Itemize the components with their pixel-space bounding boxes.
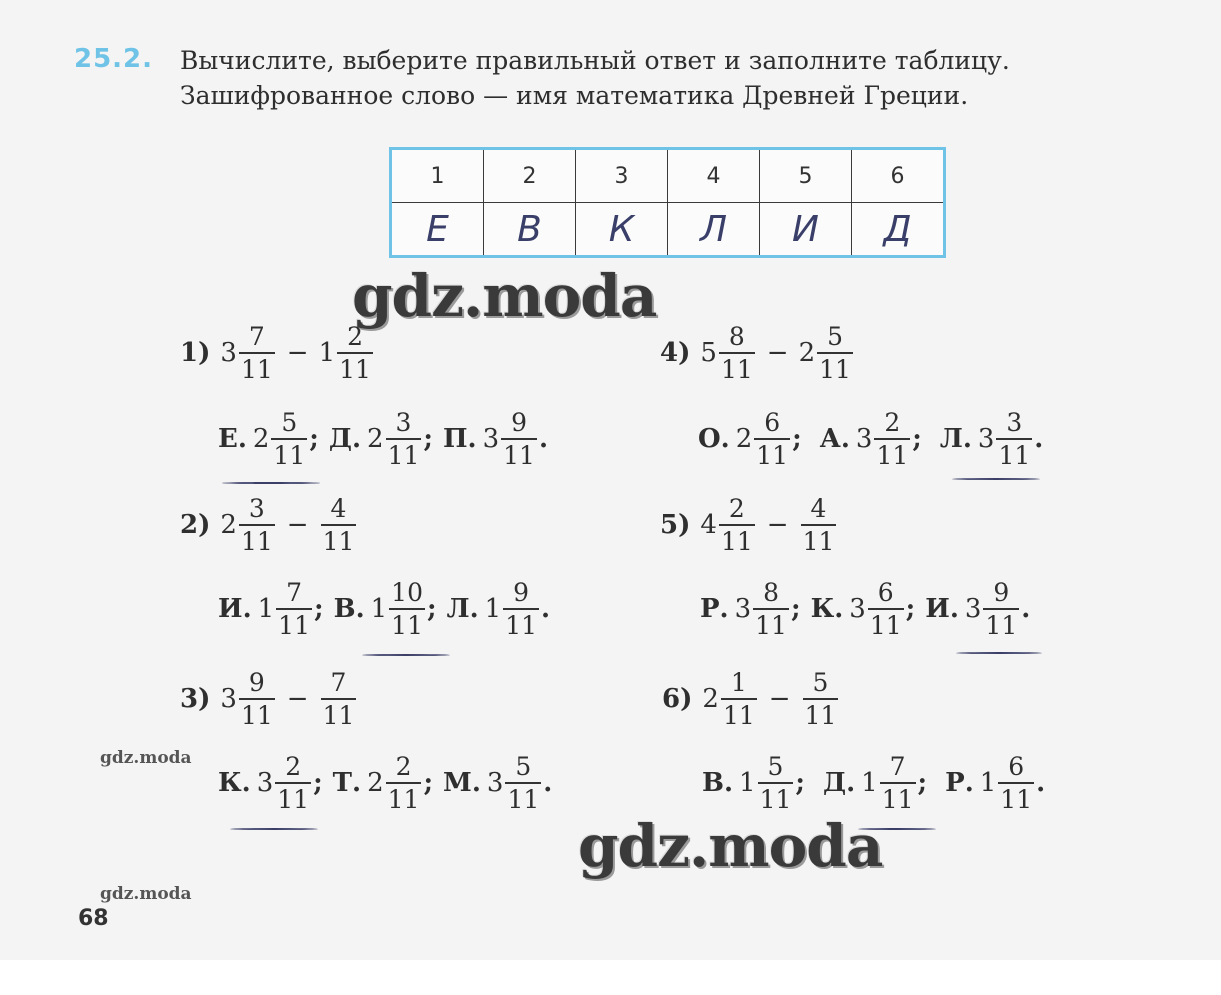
numerator: 8 [763, 578, 780, 607]
option-letter: Т. [332, 768, 362, 798]
problem-label: 6) [662, 684, 693, 714]
denominator: 11 [758, 782, 794, 812]
option-letter: П. [442, 424, 477, 454]
mixed-whole: 1 [370, 594, 388, 624]
mixed-whole: 3 [256, 768, 274, 798]
minus-operator: − [286, 684, 309, 714]
answer-table [389, 147, 946, 258]
mixed-whole: 2 [735, 424, 753, 454]
handwritten-answer-cell: Д [852, 203, 945, 257]
mixed-whole: 3 [220, 338, 237, 368]
option-letter: К. [218, 768, 251, 798]
mixed-whole: 3 [849, 594, 866, 624]
denominator: 11 [753, 608, 789, 638]
separator: ; [423, 768, 434, 798]
table-header-cell: 5 [760, 149, 852, 203]
numerator: 3 [1006, 408, 1023, 437]
mixed-whole: 1 [484, 594, 502, 624]
denominator: 11 [239, 698, 275, 728]
handwritten-underline [952, 478, 1040, 480]
mixed-whole: 1 [861, 768, 878, 798]
separator: ; [426, 594, 437, 624]
problem-2-expression [180, 496, 358, 554]
mixed-whole: 2 [220, 510, 237, 540]
separator: ; [790, 594, 801, 624]
denominator: 11 [386, 438, 422, 468]
problem-2-options [218, 580, 550, 638]
denominator: 11 [239, 352, 275, 382]
problem-5-options [700, 580, 1030, 638]
task-number: 25.2. [74, 44, 154, 74]
denominator: 11 [754, 438, 790, 468]
option-letter: В. [702, 768, 734, 798]
denominator: 11 [801, 524, 837, 554]
table-header-cell: 2 [484, 149, 576, 203]
numerator: 2 [728, 494, 745, 523]
fraction [239, 496, 275, 554]
mixed-whole: 2 [702, 684, 719, 714]
denominator: 11 [721, 698, 757, 728]
mixed-whole: 2 [252, 424, 270, 454]
fraction [753, 580, 789, 638]
separator: ; [917, 768, 928, 798]
numerator: 9 [993, 578, 1010, 607]
fraction [389, 580, 425, 638]
fraction [321, 670, 357, 728]
fraction [505, 754, 541, 812]
fraction [321, 496, 357, 554]
table-header-cell: 4 [668, 149, 760, 203]
numerator: 5 [281, 408, 298, 437]
separator: ; [309, 424, 319, 454]
mixed-whole: 1 [739, 768, 756, 798]
mixed-whole: 3 [855, 424, 873, 454]
numerator: 3 [395, 408, 412, 437]
minus-operator: − [766, 338, 789, 368]
page-number: 68 [78, 906, 109, 931]
separator: ; [905, 594, 916, 624]
numerator: 3 [248, 494, 265, 523]
fraction [503, 580, 539, 638]
separator: . [1036, 768, 1046, 798]
fraction [239, 324, 275, 382]
numerator: 4 [330, 494, 347, 523]
mixed-whole: 2 [367, 424, 384, 454]
problem-label: 4) [660, 338, 691, 368]
denominator: 11 [998, 782, 1034, 812]
fraction [983, 580, 1019, 638]
minus-operator: − [286, 338, 309, 368]
numerator: 2 [347, 322, 363, 351]
watermark-small: gdz.moda [100, 748, 192, 768]
watermark: gdz.moda [352, 262, 657, 330]
separator: ; [792, 424, 802, 454]
numerator: 5 [827, 322, 843, 351]
handwritten-answer-cell: И [760, 203, 852, 257]
denominator: 11 [983, 608, 1019, 638]
numerator: 5 [812, 668, 829, 697]
fraction [276, 580, 312, 638]
numerator: 7 [889, 752, 906, 781]
denominator: 11 [880, 782, 916, 812]
option-letter: О. [698, 424, 730, 454]
denominator: 11 [389, 608, 425, 638]
separator: ; [313, 768, 323, 798]
denominator: 11 [868, 608, 904, 638]
denominator: 11 [719, 352, 755, 382]
numerator: 2 [395, 752, 412, 781]
handwritten-underline [956, 652, 1042, 654]
mixed-whole: 3 [734, 594, 752, 624]
option-letter: А. [819, 424, 850, 454]
separator: . [543, 768, 553, 798]
problem-label: 2) [180, 510, 211, 540]
handwritten-underline [362, 654, 450, 656]
denominator: 11 [321, 698, 357, 728]
fraction [803, 670, 839, 728]
minus-operator: − [286, 510, 309, 540]
problem-label: 5) [660, 510, 691, 540]
mixed-whole: 5 [700, 338, 717, 368]
fraction [275, 754, 311, 812]
answer-table-answer-row [391, 203, 945, 257]
mixed-whole: 1 [257, 594, 275, 624]
answer-table-header-row [391, 149, 945, 203]
option-letter: Л. [446, 594, 479, 624]
mixed-whole: 3 [964, 594, 982, 624]
numerator: 2 [884, 408, 901, 437]
numerator: 10 [391, 578, 423, 607]
fraction [271, 410, 307, 468]
separator: . [1034, 424, 1044, 454]
bottom-margin [0, 960, 1221, 995]
fraction [996, 410, 1032, 468]
numerator: 1 [730, 668, 747, 697]
separator: ; [423, 424, 433, 454]
mixed-whole: 4 [700, 510, 717, 540]
fraction [719, 496, 755, 554]
watermark: gdz.moda [578, 812, 883, 880]
option-letter: Д. [328, 424, 362, 454]
problem-1-expression [180, 324, 375, 382]
numerator: 9 [511, 408, 527, 437]
denominator: 11 [996, 438, 1032, 468]
denominator: 11 [874, 438, 910, 468]
separator: ; [795, 768, 805, 798]
handwritten-answer-cell: Е [391, 203, 484, 257]
numerator: 6 [764, 408, 781, 437]
option-letter: Р. [945, 768, 974, 798]
table-header-cell: 6 [852, 149, 945, 203]
denominator: 11 [501, 438, 537, 468]
fraction [501, 410, 537, 468]
task-statement: Вычислите, выберите правильный ответ и заполните таблицу. Зашифрованное слово — имя математика Древней Греции. [180, 46, 1010, 110]
denominator: 11 [817, 352, 853, 382]
numerator: 6 [877, 578, 894, 607]
mixed-whole: 2 [367, 768, 384, 798]
problem-label: 1) [180, 338, 211, 368]
option-letter: Р. [700, 594, 729, 624]
denominator: 11 [719, 524, 755, 554]
mixed-whole: 1 [318, 338, 336, 368]
handwritten-answer-cell: В [484, 203, 576, 257]
problem-6-expression [662, 670, 840, 728]
problem-5-expression [660, 496, 838, 554]
fraction [758, 754, 794, 812]
fraction [868, 580, 904, 638]
denominator: 11 [275, 782, 311, 812]
numerator: 4 [810, 494, 827, 523]
separator: . [541, 594, 551, 624]
option-letter: Д. [823, 768, 856, 798]
denominator: 11 [276, 608, 312, 638]
handwritten-underline [222, 482, 320, 484]
denominator: 11 [386, 782, 422, 812]
fraction [239, 670, 275, 728]
problem-6-options [702, 754, 1045, 812]
separator: ; [912, 424, 922, 454]
mixed-whole: 3 [977, 424, 995, 454]
option-letter: В. [333, 594, 365, 624]
mixed-whole: 2 [798, 338, 816, 368]
problem-3-options [218, 754, 552, 812]
denominator: 11 [803, 698, 839, 728]
option-letter: И. [925, 594, 959, 624]
numerator: 9 [248, 668, 265, 697]
separator: ; [313, 594, 324, 624]
numerator: 9 [513, 578, 530, 607]
numerator: 8 [728, 322, 745, 351]
separator: . [538, 424, 549, 454]
fraction [386, 754, 422, 812]
mixed-whole: 3 [486, 768, 504, 798]
watermark-small: gdz.moda [100, 884, 192, 904]
handwritten-answer-cell: Л [668, 203, 760, 257]
handwritten-underline [230, 828, 318, 830]
handwritten-answer-cell: К [576, 203, 668, 257]
option-letter: М. [443, 768, 481, 798]
problem-4-expression [660, 324, 855, 382]
problem-3-expression [180, 670, 358, 728]
minus-operator: − [766, 510, 789, 540]
problem-1-options [218, 410, 548, 468]
fraction [337, 324, 373, 382]
option-letter: И. [218, 594, 252, 624]
minus-operator: − [768, 684, 791, 714]
separator: . [1021, 594, 1031, 624]
denominator: 11 [271, 438, 307, 468]
fraction [386, 410, 422, 468]
denominator: 11 [337, 352, 373, 382]
numerator: 5 [767, 752, 784, 781]
numerator: 7 [248, 322, 265, 351]
fraction [801, 496, 837, 554]
fraction [998, 754, 1034, 812]
option-letter: Е. [218, 424, 247, 454]
problem-4-options [698, 410, 1043, 468]
denominator: 11 [239, 524, 275, 554]
mixed-whole: 3 [482, 424, 500, 454]
mixed-whole: 3 [220, 684, 237, 714]
fraction [754, 410, 790, 468]
fraction [817, 324, 853, 382]
denominator: 11 [321, 524, 357, 554]
option-letter: Л. [939, 424, 972, 454]
numerator: 5 [515, 752, 532, 781]
denominator: 11 [503, 608, 539, 638]
fraction [880, 754, 916, 812]
fraction [721, 670, 757, 728]
option-letter: К. [810, 594, 844, 624]
problem-label: 3) [180, 684, 211, 714]
table-header-cell: 1 [391, 149, 484, 203]
numerator: 7 [286, 578, 303, 607]
fraction [719, 324, 755, 382]
table-header-cell: 3 [576, 149, 668, 203]
numerator: 7 [330, 668, 347, 697]
denominator: 11 [505, 782, 541, 812]
numerator: 6 [1008, 752, 1025, 781]
mixed-whole: 1 [979, 768, 997, 798]
fraction [874, 410, 910, 468]
numerator: 2 [285, 752, 302, 781]
